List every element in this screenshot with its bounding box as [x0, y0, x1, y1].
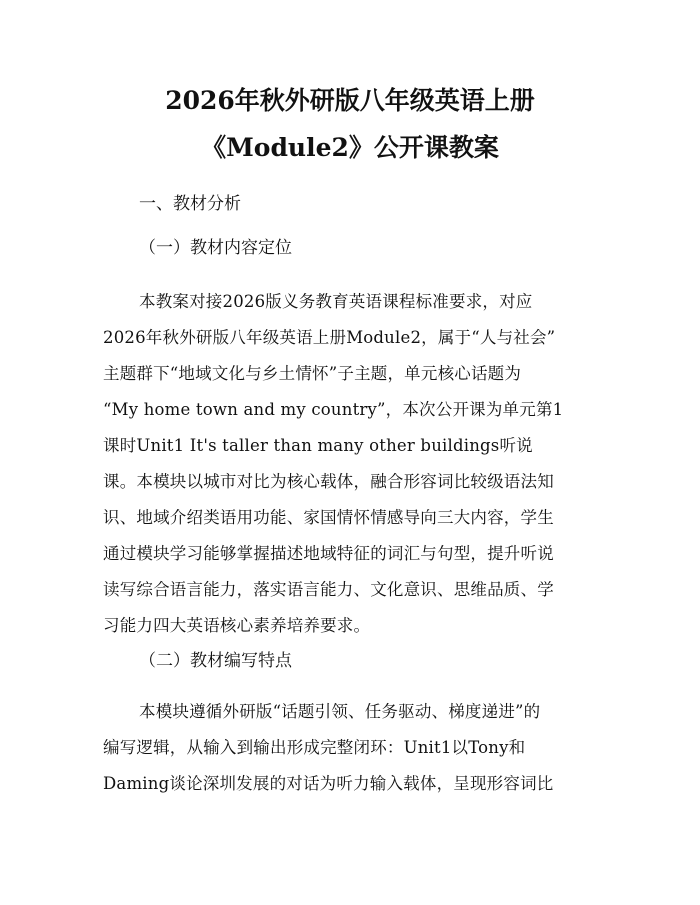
paragraph-content-positioning: [103, 284, 603, 644]
paragraph-line: 识、地域介绍类语用功能、家国情怀情感导向三大内容，学生: [103, 508, 554, 527]
paragraph-line: 习能力四大英语核心素养培养要求。: [103, 616, 371, 635]
paragraph-line: 2026年秋外研版八年级英语上册Module2，属于“人与社会”: [103, 328, 556, 347]
paragraph-line: 编写逻辑，从输入到输出形成完整闭环：Unit1以Tony和: [103, 738, 526, 757]
paragraph-line: 读写综合语言能力，落实语言能力、文化意识、思维品质、学: [103, 580, 554, 599]
paragraph-line: 课。本模块以城市对比为核心载体，融合形容词比较级语法知: [103, 472, 554, 491]
paragraph-writing-features: [103, 694, 603, 802]
paragraph-line: 通过模块学习能够掌握描述地域特征的词汇与句型，提升听说: [103, 544, 554, 563]
paragraph-line: 主题群下“地域文化与乡土情怀”子主题，单元核心话题为: [103, 364, 522, 383]
document-title-line-2: 《Module2》公开课教案: [201, 133, 499, 162]
paragraph-line: 本教案对接2026版义务教育英语课程标准要求，对应: [139, 292, 533, 311]
subsection-heading-writing-features: （二）教材编写特点: [139, 651, 292, 671]
paragraph-line: Daming谈论深圳发展的对话为听力输入载体，呈现形容词比: [103, 774, 554, 793]
document-title-line-1: 2026年秋外研版八年级英语上册: [165, 86, 535, 115]
subsection-heading-content-positioning: （一）教材内容定位: [139, 238, 292, 258]
paragraph-line: “My home town and my country”，本次公开课为单元第1: [103, 400, 564, 419]
paragraph-line: 本模块遵循外研版“话题引领、任务驱动、梯度递进”的: [139, 702, 541, 721]
paragraph-line: 课时Unit1 It's taller than many other buildings听说: [103, 436, 533, 455]
section-heading-textbook-analysis: 一、教材分析: [139, 194, 241, 214]
